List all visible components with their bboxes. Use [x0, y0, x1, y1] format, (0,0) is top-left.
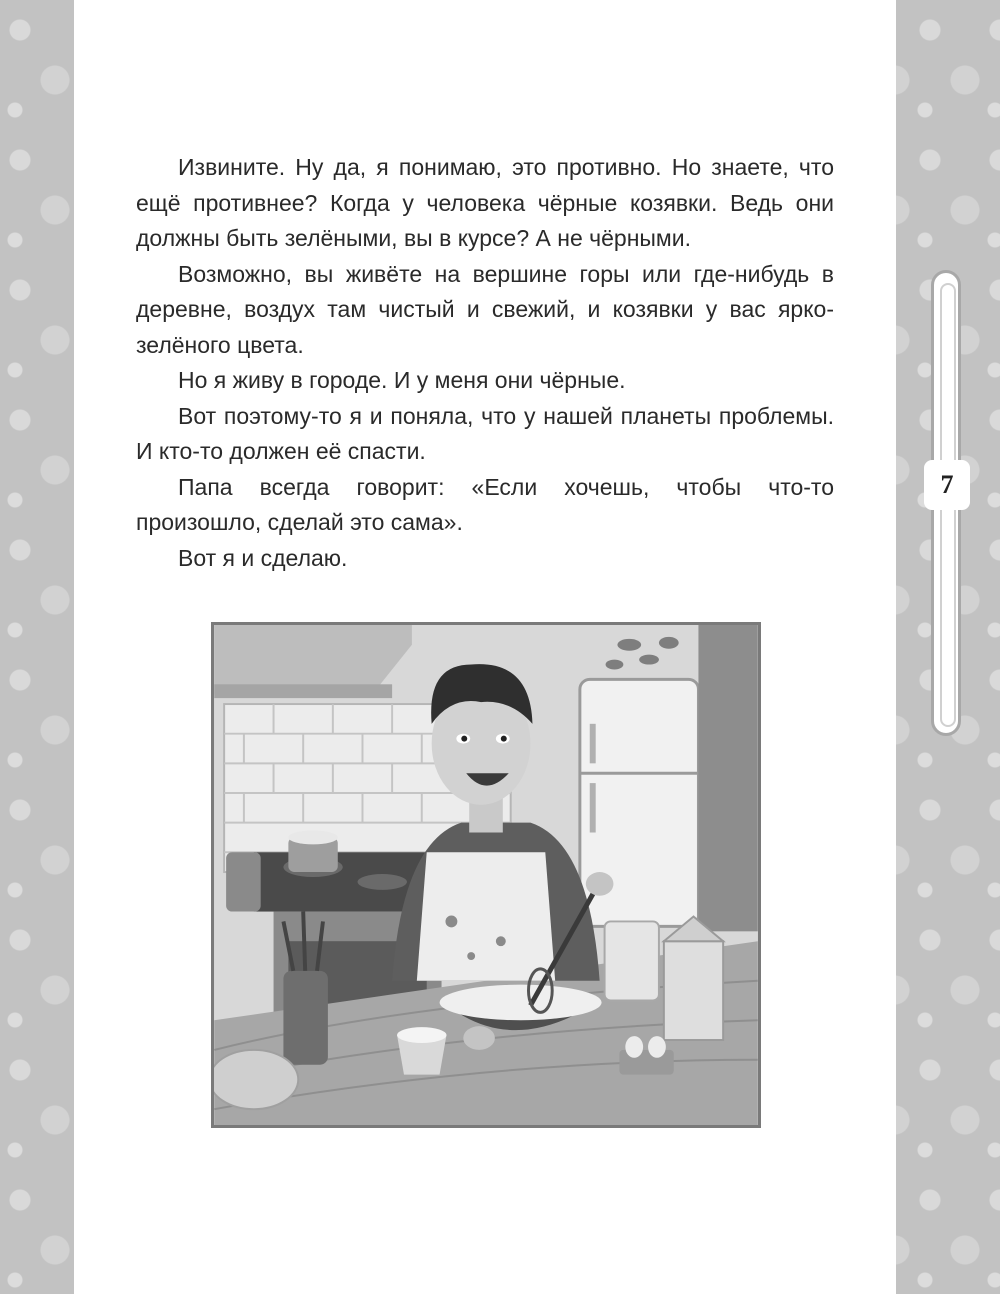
book-page	[74, 0, 896, 1294]
paragraph: Вот я и сделаю.	[178, 544, 348, 571]
paragraph: Извините. Ну да, я понимаю, это противно. Но знаете, что ещё противнее? Когда у человека чёрные козявки. Ведь они должны быть зелёными, вы в курсе? А не чёрными.	[136, 154, 834, 251]
kitchen-illustration	[211, 622, 761, 1128]
paragraph: Возможно, вы живёте на вершине горы или где-нибудь в деревне, воздух там чистый и свежий, и козявки у вас ярко-зелёного цвета.	[136, 260, 834, 358]
page-number: 7	[924, 460, 970, 510]
paragraph: Но я живу в городе. И у меня они чёрные.	[178, 367, 626, 393]
paragraph: Папа всегда говорит: «Если хочешь, чтобы что-то произошло, сделай это сама».	[136, 473, 834, 535]
illustration-drawing	[214, 625, 758, 1125]
paragraph: Вот поэтому-то я и поняла, что у нашей планеты проблемы. И кто-то должен её спасти.	[136, 402, 834, 464]
body-text	[136, 150, 834, 576]
